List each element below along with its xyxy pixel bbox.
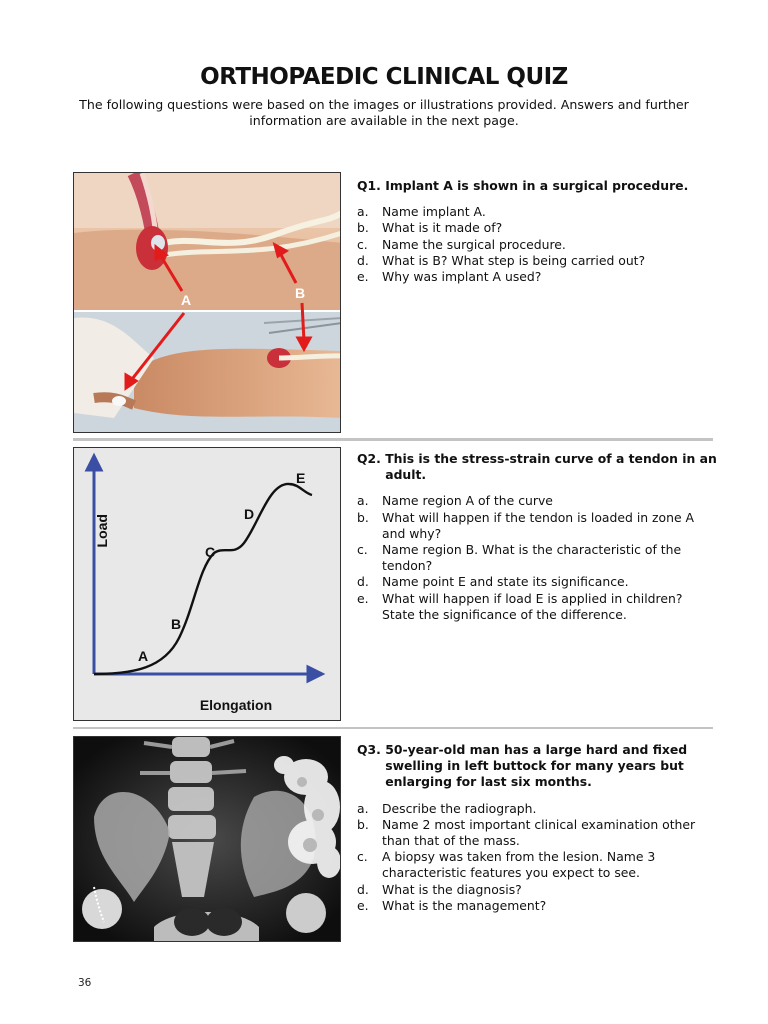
x-axis-label: Elongation [199,697,273,713]
list-item: d. What is the diagnosis? [357,881,522,897]
point-label-d: D [244,506,255,522]
point-label-a: A [138,648,149,664]
q1-heading [357,178,717,194]
q2-block [357,451,717,623]
list-item: c. Name the surgical procedure. [357,236,566,252]
section-divider [73,438,713,441]
list-item: e. What will happen if load E is applied in children? State the significance of the difference. [357,590,683,622]
section-divider [73,727,713,729]
point-label-c: C [205,544,216,560]
list-item: e. What is the management? [357,897,547,913]
list-item: b. Name 2 most important clinical examination other than that of the mass. [357,816,696,849]
list-item: e. Why was implant A used? [357,269,542,285]
y-axis-label: Load [94,514,110,548]
q1-label-a: A [181,292,192,308]
intro-text: The following questions were based on the images or illustrations provided. Answers and further information are available in the next page. [79,97,689,128]
q3-block [357,742,717,914]
list-item: a. Describe the radiograph. [357,800,537,816]
q3-question: 50-year-old man has a large hard and fixed swelling in left buttock for many years but enlarging for last six months. [385,742,688,790]
page-title: ORTHOPAEDIC CLINICAL QUIZ [200,64,568,90]
q2-number: Q2. [357,451,381,466]
q2-heading [357,451,717,483]
q2-stress-strain-diagram [73,447,341,721]
q3-heading [357,742,717,791]
q2-question: This is the stress-strain curve of a tendon in an adult. [385,451,717,483]
point-label-e: E [296,470,306,486]
q1-label-b: B [295,285,306,301]
list-item: a. Name implant A. [357,204,486,220]
q3-items [357,801,717,914]
q1-items [357,204,717,285]
list-item: c. A biopsy was taken from the lesion. Name 3 characteristic features you expect to see. [357,849,656,881]
q3-number: Q3. [357,742,381,757]
q1-surgical-photo [73,172,341,433]
q1-block [357,178,717,285]
list-item: b. What will happen if the tendon is loaded in zone A and why? [357,509,695,541]
q1-number: Q1. [357,178,381,193]
q1-question: Implant A is shown in a surgical procedure. [385,178,689,193]
q3-pelvis-radiograph [73,736,341,942]
page-number: 36 [78,977,92,989]
list-item: d. Name point E and state its significance. [357,574,629,590]
list-item: d. What is B? What step is being carried out? [357,252,646,268]
list-item: b. What is it made of? [357,220,503,236]
q2-items [357,493,717,623]
point-label-b: B [171,616,182,632]
list-item: a. Name region A of the curve [357,493,553,509]
list-item: c. Name region B. What is the characteristic of the tendon? [357,542,682,574]
